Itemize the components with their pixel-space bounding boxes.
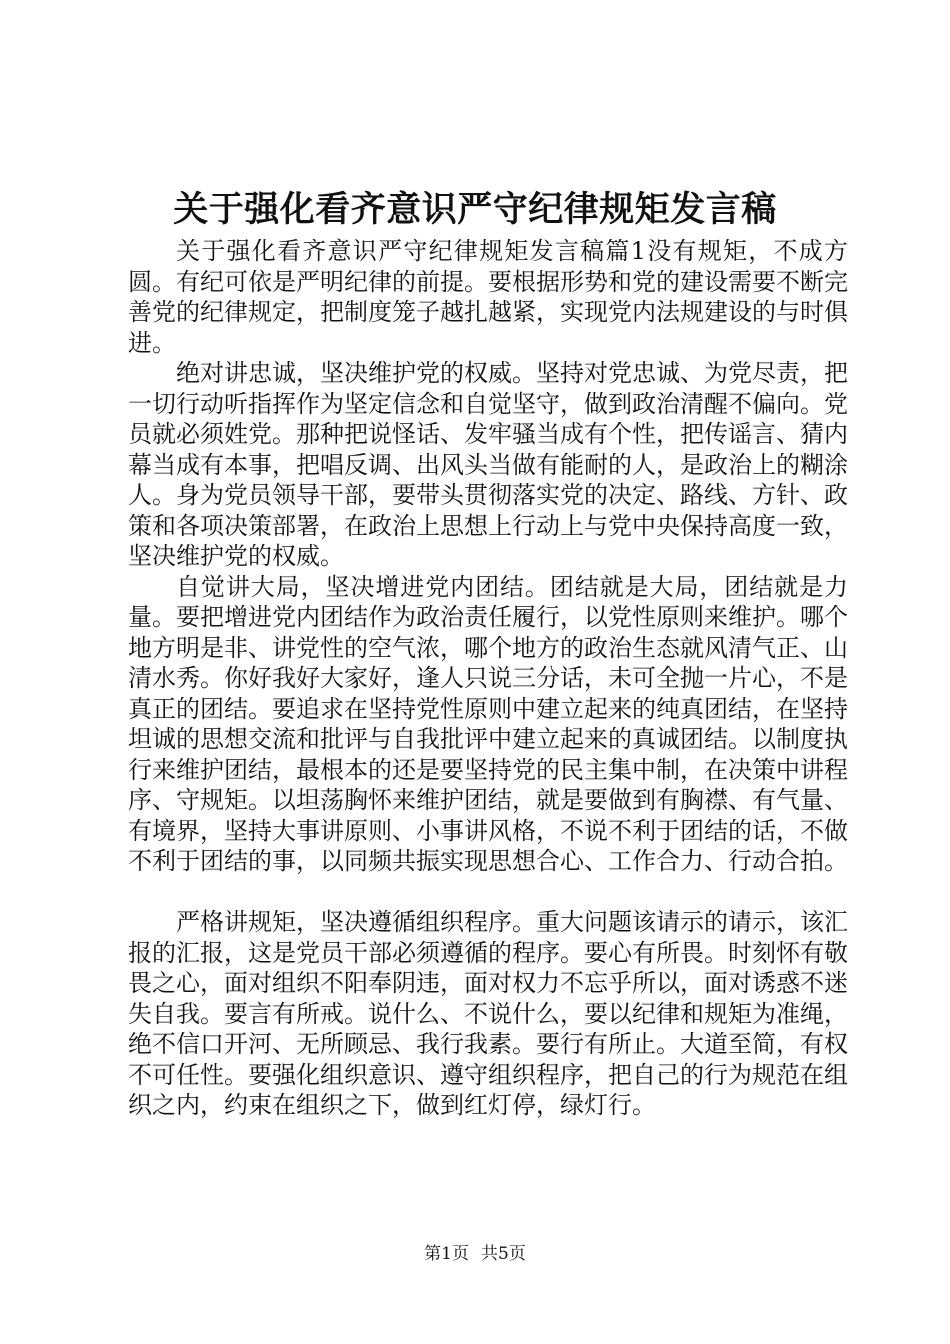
paragraph-1: 关于强化看齐意识严守纪律规矩发言稿篇1没有规矩，不成方圆。有纪可依是严明纪律的前提。要根据形势和党的建设需要不断完善党的纪律规定，把制度笼子越扎越紧，实现党内法规建设的与时俱进。 [128,237,848,357]
paragraph-3: 自觉讲大局，坚决增进党内团结。团结就是大局，团结就是力量。要把增进党内团结作为政治责任履行，以党性原则来维护。哪个地方明是非、讲党性的空气浓，哪个地方的政治生态就风清气正、山清水秀。你好我好大家好，逢人只说三分话，未可全抛一片心，不是真正的团结。要追求在坚持党性原则中建立起来的纯真团结，在坚持坦诚的思想交流和批评与自我批评中建立起来的真诚团结。以制度执行来维护团结，最根本的还是要坚持党的民主集中制，在决策中讲程序、守规矩。以坦荡胸怀来维护团结，就是要做到有胸襟、有气量、有境界，坚持大事讲原则、小事讲风格，不说不利于团结的话，不做不利于团结的事，以同频共振实现思想合心、工作合力、行动合拍。 [128,572,848,875]
page-number: 第1页 [424,1244,469,1264]
document-title: 关于强化看齐意识严守纪律规矩发言稿 [173,189,777,230]
paragraph-4: 严格讲规矩，坚决遵循组织程序。重大问题该请示的请示，该汇报的汇报，这是党员干部必须遵循的程序。要心有所畏。时刻怀有敬畏之心，面对组织不阳奉阴违，面对权力不忘乎所以，面对诱惑不迷失自我。要言有所戒。说什么、不说什么，要以纪律和规矩为准绳，绝不信口开河、无所顾忌、我行我素。要行有所止。大道至简，有权不可任性。要强化组织意识、遵守组织程序，把自己的行为规范在组织之内，约束在组织之下，做到红灯停，绿灯行。 [128,908,848,1119]
page-total: 共5页 [481,1244,526,1264]
page-footer [0,1242,950,1266]
paragraph-2: 绝对讲忠诚，坚决维护党的权威。坚持对党忠诚、为党尽责，把一切行动听指挥作为坚定信念和自觉坚守，做到政治清醒不偏向。党员就必须姓党。那种把说怪话、发牢骚当成有个性，把传谣言、猜内幕当成有本事，把唱反调、出风头当做有能耐的人，是政治上的糊涂人。身为党员领导干部，要带头贯彻落实党的决定、路线、方针、政策和各项决策部署，在政治上思想上行动上与党中央保持高度一致，坚决维护党的权威。 [128,359,848,570]
document-body [128,236,848,1121]
